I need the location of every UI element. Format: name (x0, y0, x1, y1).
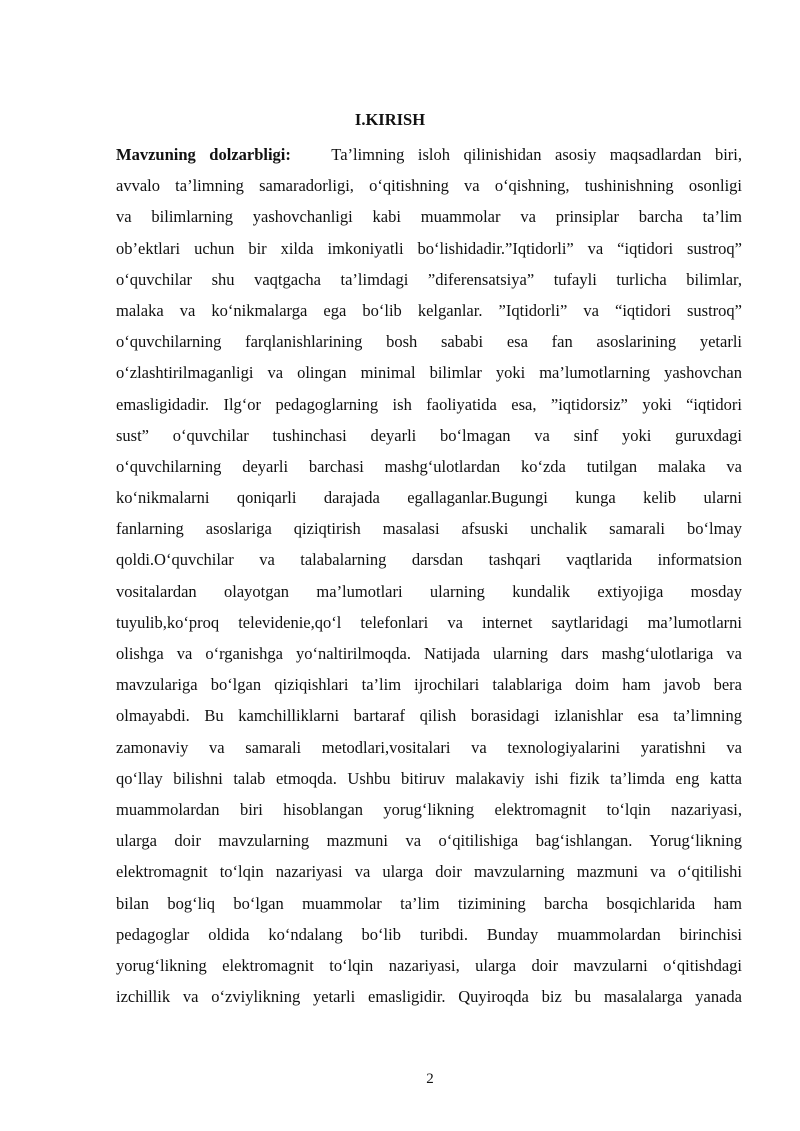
text-line: ularga doir mavzularning mazmuni va o‘qitilishiga bag‘ishlangan. Yorug‘likning (116, 831, 742, 851)
text-line: izchillik va o‘zviylikning yetarli emasligidir. Quyiroqda biz bu masalalarga yanada (116, 987, 742, 1007)
text-line: Mavzuning dolzarbligi: Ta’limning isloh qilinishidan asosiy maqsadlardan biri, (116, 145, 743, 164)
text-line: o‘zlashtirilmaganligi va olingan minimal bilimlar yoki ma’lumotlarning yashovchan (116, 363, 742, 383)
text-line: qo‘llay bilishni talab etmoqda. Ushbu bitiruv malakaviy ishi fizik ta’limda eng katta (116, 768, 742, 788)
page-number: 2 (426, 1071, 434, 1087)
text-line: ob’ektlari uchun bir xilda imkoniyatli bo‘lishidadir.”Iqtidorli” va “iqtidori sustroq” (116, 238, 742, 258)
section-heading: I.KIRISH (354, 110, 426, 129)
text-line: muammolardan biri hisoblangan yorug‘likning elektromagnit to‘lqin nazariyasi, (116, 799, 742, 819)
text-line: o‘quvchilar shu vaqtgacha ta’limdagi ”diferensatsiya” tufayli turlicha bilimlar, (116, 269, 742, 289)
text-line: olishga va o‘rganishga yo‘naltirilmoqda. Natijada ularning dars mashg‘ulotlariga va (116, 644, 742, 663)
lead-label: Mavzuning dolzarbligi: (116, 145, 291, 164)
text-line: avvalo ta’limning samaradorligi, o‘qitishning va o‘qishning, tushinishning osonligi (116, 176, 742, 196)
text-line: tuyulib,ko‘proq televidenie,qo‘l telefonlari va internet saytlaridagi ma’lumotlarni (116, 612, 742, 632)
text-line: qoldi.O‘quvchilar va talabalarning darsdan tashqari vaqtlarida informatsion (116, 550, 742, 570)
text-line: fanlarning asoslariga qiziqtirish masalasi afsuski unchalik samarali bo‘lmay (116, 519, 742, 539)
text-line: o‘quvchilarning farqlanishlarining bosh sababi esa fan asoslarining yetarli (116, 332, 742, 352)
body-paragraph (116, 139, 742, 1012)
text-line: bilan bog‘liq bo‘lgan muammolar ta’lim tizimining barcha bosqichlarida ham (116, 893, 742, 913)
text-line: yorug‘likning elektromagnit to‘lqin nazariyasi, ularga doir mavzularni o‘qitishdagi (116, 955, 742, 975)
text-line: mavzulariga bo‘lgan qiziqishlari ta’lim ijrochilari talablariga doim ham javob bera (116, 675, 742, 695)
text-line: sust” o‘quvchilar tushinchasi deyarli bo‘lmagan va sinf yoki guruxdagi (116, 425, 742, 445)
text-line: elektromagnit to‘lqin nazariyasi va ularga doir mavzularning mazmuni va o‘qitilishi (116, 862, 742, 882)
text-line: pedagoglar oldida ko‘ndalang bo‘lib turibdi. Bunday muammolardan birinchisi (116, 924, 742, 944)
text-line: olmayabdi. Bu kamchilliklarni bartaraf qilish borasidagi izlanishlar esa ta’limning (116, 706, 742, 726)
text-line: ko‘nikmalarni qoniqarli darajada egallaganlar.Bugungi kunga kelib ularni (116, 488, 742, 508)
text-line: va bilimlarning yashovchanligi kabi muammolar va prinsiplar barcha ta’lim (116, 207, 742, 227)
text-line: o‘quvchilarning deyarli barchasi mashg‘ulotlardan ko‘zda tutilgan malaka va (116, 456, 742, 476)
text-line: malaka va ko‘nikmalarga ega bo‘lib kelganlar. ”Iqtidorli” va “iqtidori sustroq” (116, 300, 742, 320)
text-line: emasligidadir. Ilg‘or pedagoglarning ish faoliyatida esa, ”iqtidorsiz” yoki “iqtidori (116, 394, 742, 414)
text-line: zamonaviy va samarali metodlari,vositalari va texnologiyalarini yaratishni va (116, 737, 742, 757)
text-line: vositalardan olayotgan ma’lumotlari ularning kundalik extiyojiga mosday (116, 581, 742, 601)
